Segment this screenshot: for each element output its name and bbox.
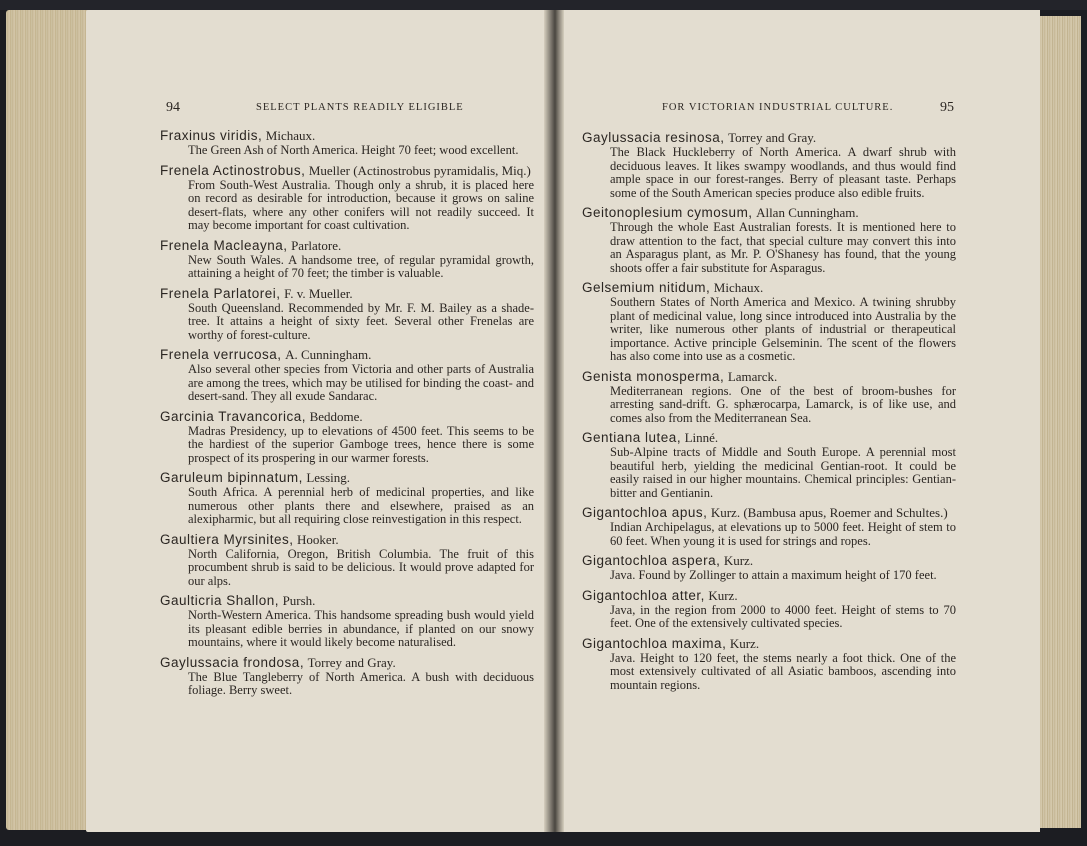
- species-name: Gigantochloa aspera,: [582, 553, 721, 568]
- entry: [582, 369, 956, 426]
- species-name: Frenela Macleayna,: [160, 237, 288, 253]
- species-name: Gaylussacia frondosa,: [160, 654, 305, 670]
- entry: [160, 532, 534, 589]
- entry: [160, 655, 534, 698]
- authority: Pursh.: [282, 593, 316, 608]
- authority: Allan Cunningham.: [756, 205, 859, 220]
- description: The Green Ash of North America. Height 70 feet; wood excellent.: [188, 143, 519, 157]
- authority: Michaux.: [265, 128, 316, 143]
- entry: [160, 409, 534, 466]
- species-name: Gigantochloa apus,: [582, 505, 708, 520]
- entry: [582, 430, 956, 500]
- species-name: Gaulticria Shallon,: [160, 593, 280, 608]
- entry: [160, 470, 534, 527]
- page-edges-left: [6, 10, 88, 830]
- description: Sub-Alpine tracts of Middle and South Europe. A perennial most beautiful herb, yielding the medicinal Gentian-root. It could be easily raised in our higher mountains. Chemical principles: Gentian-bitter and Gentianin.: [610, 445, 956, 500]
- entry: [160, 238, 534, 281]
- authority: Kurz.: [723, 553, 754, 568]
- top-frame: [0, 0, 1087, 10]
- description: Also several other species from Victoria and other parts of Australia are among the trees, which may be utilised for binding the coast- and desert-sand. They all exude Sandarac.: [188, 362, 534, 403]
- right-column: [582, 130, 956, 697]
- authority: Beddome.: [309, 408, 363, 424]
- entry: [582, 636, 956, 693]
- authority: Kurz. (Bambusa apus, Roemer and Schultes.): [710, 505, 948, 520]
- entry: [582, 588, 956, 631]
- page-number-right: 95: [940, 100, 954, 115]
- authority: A. Cunningham.: [285, 347, 372, 362]
- book-gutter: [544, 10, 564, 832]
- entry: [582, 553, 956, 583]
- authority: Torrey and Gray.: [307, 654, 396, 670]
- entry: [582, 130, 956, 200]
- description: North California, Oregon, British Columbia. The fruit of this procumbent shrub is said to be delicious. It would prove adapted for our alps.: [188, 546, 534, 588]
- species-name: Gaultiera Myrsinites,: [160, 531, 294, 547]
- description: Java, in the region from 2000 to 4000 feet. Height of stems to 70 feet. One of the extensively cultivated species.: [610, 602, 956, 630]
- species-name: Gelsemium nitidum,: [582, 280, 711, 295]
- description: Southern States of North America and Mexico. A twining shrubby plant of medicinal value, long since introduced into Australia by the writer, like numerous other plants of industrial or therapeutical importance. Active principle Gelseminin. The scent of the flowers has also come into use as a cosmetic.: [610, 295, 956, 363]
- species-name: Gigantochloa maxima,: [582, 635, 727, 651]
- species-name: Garuleum bipinnatum,: [160, 470, 303, 485]
- species-name: Gaylussacia resinosa,: [582, 130, 725, 145]
- running-header-left: SELECT PLANTS READILY ELIGIBLE: [256, 102, 464, 113]
- description: Madras Presidency, up to elevations of 4500 feet. This seems to be the hardiest of the superior Gamboge trees, hence there is some prospect of its prospering in our warmer forests.: [188, 423, 534, 465]
- running-header-right: FOR VICTORIAN INDUSTRIAL CULTURE.: [662, 102, 894, 113]
- authority: Mueller (Actinostrobus pyramidalis, Miq.): [308, 162, 531, 178]
- species-name: Fraxinus viridis,: [160, 128, 263, 143]
- description: South Queensland. Recommended by Mr. F. M. Bailey as a shade-tree. It attains a height of sixty feet. Several other Frenelas are worthy of forest-culture.: [188, 300, 534, 342]
- authority: Hooker.: [297, 531, 339, 547]
- entry: [160, 163, 534, 233]
- species-name: Genista monosperma,: [582, 368, 725, 384]
- entry: [160, 347, 534, 404]
- authority: Lessing.: [306, 470, 351, 485]
- authority: Linné.: [684, 430, 719, 445]
- description: South Africa. A perennial herb of medicinal properties, and like numerous other plants there and elsewhere, praised as an alexipharmic, but all requiring close reinvestigation in this respect.: [188, 485, 534, 526]
- description: Java. Height to 120 feet, the stems nearly a foot thick. One of the most extensively cultivated of all Asiatic bamboos, ascending into mountain regions.: [610, 650, 956, 692]
- entry: [582, 505, 956, 548]
- species-name: Geitonoplesium cymosum,: [582, 205, 753, 220]
- species-name: Frenela Actinostrobus,: [160, 162, 306, 178]
- entry: [582, 205, 956, 275]
- authority: Torrey and Gray.: [728, 130, 817, 145]
- species-name: Frenela verrucosa,: [160, 347, 282, 362]
- authority: Parlatore.: [291, 237, 342, 253]
- authority: F. v. Mueller.: [284, 285, 353, 301]
- authority: Lamarck.: [727, 368, 778, 384]
- entry: [160, 593, 534, 650]
- description: Through the whole East Australian forests. It is mentioned here to draw attention to the fact, that special culture may convert this into an Asparagus plant, as Mr. P. O'Shanesy has found, that the young shoots offer a fair substitute for Asparagus.: [610, 220, 956, 275]
- left-column: [160, 128, 534, 703]
- entry: [582, 280, 956, 364]
- page-number-left: 94: [166, 100, 180, 115]
- description: From South-West Australia. Though only a shrub, it is placed here on record as desirable for introduction, because it grows on saline desert-flats, where any other conifers will not readily succeed. It may become important for coast cultivation.: [188, 177, 534, 232]
- description: Indian Archipelagus, at elevations up to 5000 feet. Height of stem to 60 feet. When young it is used for strings and ropes.: [610, 520, 956, 548]
- authority: Michaux.: [713, 280, 764, 295]
- species-name: Frenela Parlatorei,: [160, 285, 281, 301]
- description: The Blue Tangleberry of North America. A bush with deciduous foliage. Berry sweet.: [188, 669, 534, 697]
- page-edges-right: [1038, 16, 1081, 828]
- description: North-Western America. This handsome spreading bush would yield its pleasant edible berries in abundance, if planted on our snowy mountains, where it would likely become naturalised.: [188, 608, 534, 649]
- species-name: Gentiana lutea,: [582, 430, 682, 445]
- description: New South Wales. A handsome tree, of regular pyramidal growth, attaining a height of 70 feet; the timber is valuable.: [188, 252, 534, 280]
- description: Mediterranean regions. One of the best of broom-bushes for arresting sand-drift. G. sphærocarpa, Lamarck, is of like use, and comes also from the Mediterranean Sea.: [610, 383, 956, 425]
- authority: Kurz.: [729, 635, 760, 651]
- description: The Black Huckleberry of North America. A dwarf shrub with deciduous leaves. It likes swampy woodlands, and thus would find ample space in our forest-ranges. Berry of pleasant taste. Perhaps some of the South American species produce also edible fruits.: [610, 145, 956, 200]
- species-name: Garcinia Travancorica,: [160, 408, 307, 424]
- entry: [160, 286, 534, 343]
- description: Java. Found by Zollinger to attain a maximum height of 170 feet.: [610, 568, 937, 582]
- species-name: Gigantochloa atter,: [582, 587, 705, 603]
- entry: [160, 128, 534, 158]
- authority: Kurz.: [708, 587, 738, 603]
